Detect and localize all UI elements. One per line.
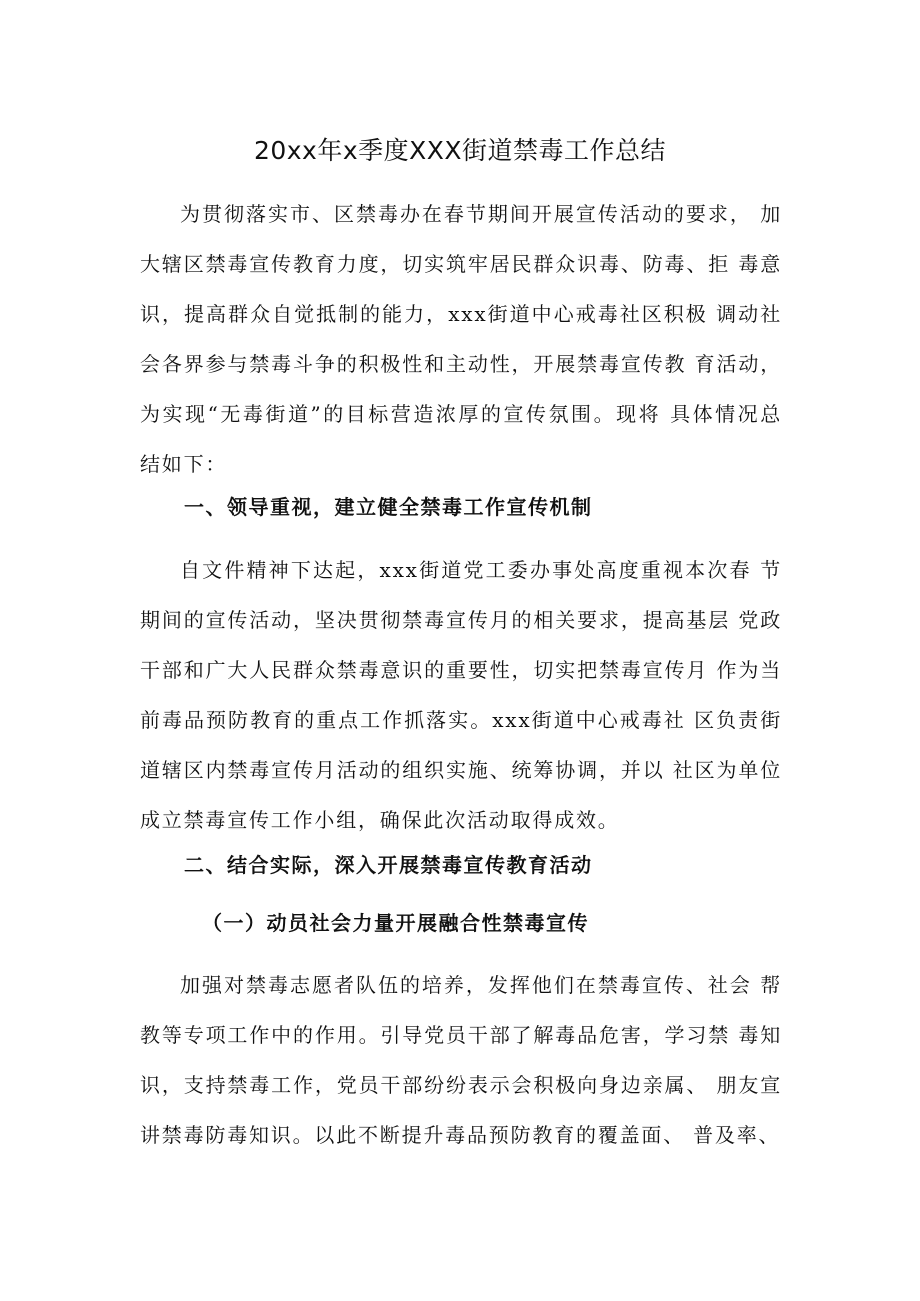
intro-paragraph: 为贯彻落实市、区禁毒办在春节期间开展宣传活动的要求， 加大辖区禁毒宣传教育力度，切实筑牢居民群众识毒、防毒、拒 毒意识，提高群众自觉抵制的能力，xxx街道中心戒毒社区积极 调动社会各界参与禁毒斗争的积极性和主动性，开展禁毒宣传教 育活动，为实现“无毒街道”的目标营造浓厚的宣传氛围。现将 具体情况总结如下： [140, 202, 782, 476]
section-heading-1: 一、领导重视，建立健全禁毒工作宣传机制 [184, 495, 593, 519]
document-title: 20xx年x季度XXX街道禁毒工作总结 [253, 136, 667, 165]
subsection-heading-2-1: （一）动员社会力量开展融合性禁毒宣传 [202, 911, 589, 935]
subsection-2-1-paragraph: 加强对禁毒志愿者队伍的培养，发挥他们在禁毒宣传、社会 帮教等专项工作中的作用。引导党员干部了解毒品危害，学习禁 毒知识，支持禁毒工作，党员干部纷纷表示会积极向身边亲属、 朋友宣讲禁毒防毒知识。以此不断提升毒品预防教育的覆盖面、 普及率、 [140, 973, 782, 1147]
section-heading-2: 二、结合实际，深入开展禁毒宣传教育活动 [184, 853, 593, 877]
section-1-paragraph: 自文件精神下达起，xxx街道党工委办事处高度重视本次春 节期间的宣传活动，坚决贯彻禁毒宣传月的相关要求，提高基层 党政干部和广大人民群众禁毒意识的重要性，切实把禁毒宣传月 作为当前毒品预防教育的重点工作抓落实。xxx街道中心戒毒社 区负责街道辖区内禁毒宣传月活动的组织实施、统筹协调，并以 社区为单位成立禁毒宣传工作小组，确保此次活动取得成效。 [140, 558, 782, 832]
